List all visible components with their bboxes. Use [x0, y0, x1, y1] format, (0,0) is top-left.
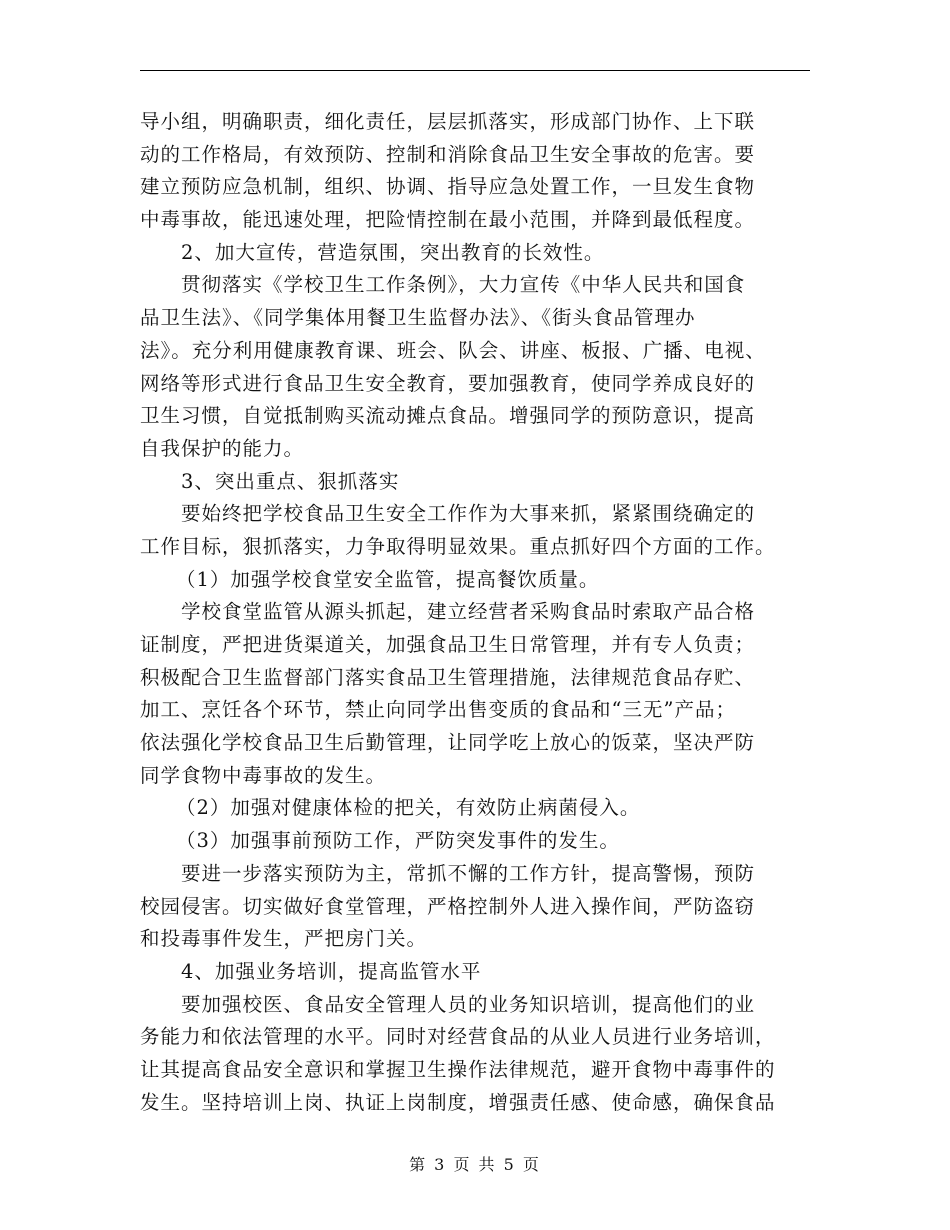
text-line: 发生。坚持培训上岗、执证上岗制度，增强责任感、使命感，确保食品: [140, 1090, 776, 1114]
text-line: 要始终把学校食品卫生安全工作作为大事来抓，紧紧围绕确定的: [181, 502, 756, 526]
text-line: 务能力和依法管理的水平。同时对经营食品的从业人员进行业务培训，: [140, 1025, 776, 1049]
text-line: 学校食堂监管从源头抓起，建立经营者采购食品时索取产品合格: [181, 600, 756, 624]
text-line: 加工、烹饪各个环节，禁止向同学出售变质的食品和“三无”产品；: [140, 698, 736, 722]
text-line: 校园侵害。切实做好食堂管理，严格控制外人进入操作间，严防盗窃: [140, 894, 756, 918]
text-line: 要进一步落实预防为主，常抓不懈的工作方针，提高警惕，预防: [181, 861, 756, 885]
text-line: 要加强校医、食品安全管理人员的业务知识培训，提高他们的业: [181, 992, 756, 1016]
text-line: 法》。充分利用健康教育课、班会、队会、讲座、板报、广播、电视、: [140, 338, 766, 362]
text-line: 贯彻落实《学校卫生工作条例》，大力宣传《中华人民共和国食: [181, 273, 746, 297]
text-line: 3、突出重点、狠抓落实: [181, 469, 400, 493]
text-line: 工作目标，狠抓落实，力争取得明显效果。重点抓好四个方面的工作。: [140, 534, 776, 558]
text-line: 4、加强业务培训，提高监管水平: [181, 959, 482, 983]
document-body: [140, 106, 810, 1119]
text-line: 建立预防应急机制，组织、协调、指导应急处置工作，一旦发生食物: [140, 175, 756, 199]
text-line: 积极配合卫生监督部门落实食品卫生管理措施，法律规范食品存贮、: [140, 665, 756, 689]
text-line: （3）加强事前预防工作，严防突发事件的发生。: [176, 829, 620, 853]
text-line: 品卫生法》、《同学集体用餐卫生监督办法》、《街头食品管理办: [140, 306, 696, 330]
text-line: 卫生习惯，自觉抵制购买流动摊点食品。增强同学的预防意识，提高: [140, 404, 756, 428]
text-line: 2、加大宣传，营造氛围，突出教育的长效性。: [181, 240, 605, 264]
text-line: 动的工作格局，有效预防、控制和消除食品卫生安全事故的危害。要: [140, 142, 756, 166]
text-line: 和投毒事件发生，严把房门关。: [140, 927, 428, 951]
header-rule: [140, 70, 810, 71]
text-line: 导小组，明确职责，细化责任，层层抓落实，形成部门协作、上下联: [140, 110, 756, 133]
text-line: 同学食物中毒事故的发生。: [140, 763, 387, 787]
text-line: 让其提高食品安全意识和掌握卫生操作法律规范，避开食物中毒事件的: [140, 1057, 776, 1081]
page-number: 第 3 页 共 5 页: [409, 1155, 541, 1174]
text-line: 网络等形式进行食品卫生安全教育，要加强教育，使同学养成良好的: [140, 371, 756, 395]
text-line: （2）加强对健康体检的把关，有效防止病菌侵入。: [176, 796, 641, 820]
text-line: 中毒事故，能迅速处理，把险情控制在最小范围，并降到最低程度。: [140, 208, 756, 232]
text-line: 自我保护的能力。: [140, 436, 305, 460]
text-line: 证制度，严把进货渠道关，加强食品卫生日常管理，并有专人负责；: [140, 633, 756, 656]
text-line: 依法强化学校食品卫生后勤管理，让同学吃上放心的饭菜，坚决严防: [140, 731, 756, 755]
text-line: （1）加强学校食堂安全监管，提高餐饮质量。: [176, 567, 600, 591]
